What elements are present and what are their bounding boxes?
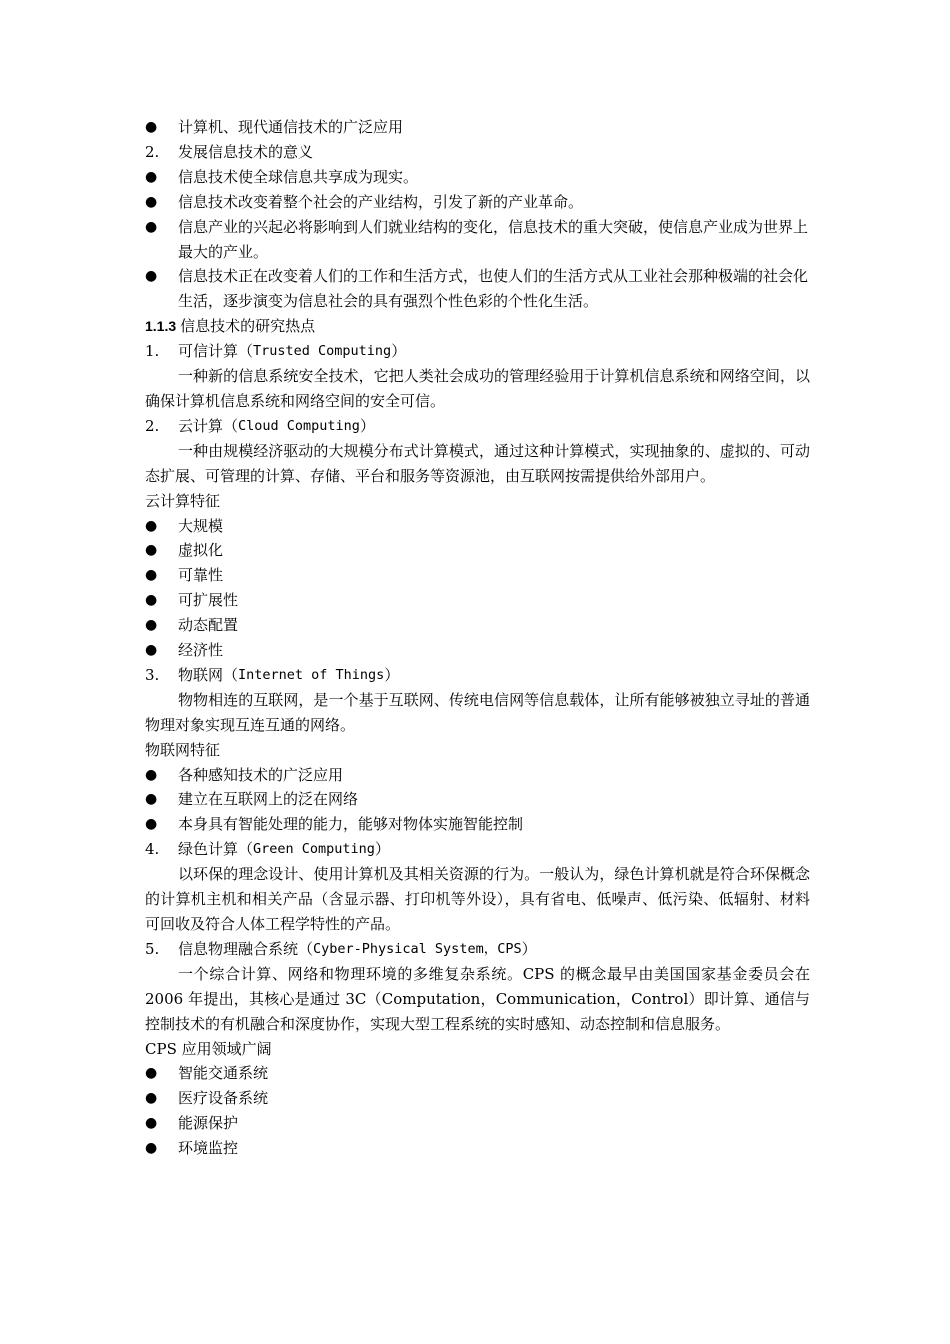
bullet-icon: ●	[145, 567, 158, 584]
list-item	[145, 563, 810, 588]
bullet-icon: ●	[145, 517, 158, 534]
feature-title: CPS 应用领域广阔	[145, 1039, 272, 1058]
bullet-icon: ●	[145, 1065, 158, 1082]
list-item	[145, 1111, 810, 1136]
list-item-text: 可靠性	[178, 566, 224, 585]
section-heading	[145, 314, 810, 339]
list-item-text: 动态配置	[178, 616, 239, 635]
topic-title: 可信计算（	[178, 342, 254, 361]
bullet-icon: ●	[145, 592, 158, 609]
list-item-text: 信息技术正在改变着人们的工作和生活方式，也使人们的生活方式从工业社会那种极端的社会化生活，逐步演变为信息社会的具有强烈个性色彩的个性化生活。	[178, 267, 809, 311]
bullet-icon: ●	[145, 119, 158, 135]
list-number: 5.	[145, 939, 160, 958]
list-item	[145, 613, 810, 638]
list-item	[145, 1086, 810, 1111]
bullet-icon: ●	[145, 1115, 158, 1132]
list-item	[145, 638, 810, 663]
list-item-text: 虚拟化	[178, 541, 224, 560]
topic-english-name: Cloud Computing	[238, 417, 360, 434]
list-number: 4.	[145, 840, 160, 859]
list-item	[145, 787, 810, 812]
topic-description: 一种新的信息系统安全技术，它把人类社会成功的管理经验用于计算机信息系统和网络空间，以确保计算机信息系统和网络空间的安全可信。	[145, 367, 810, 410]
list-item	[145, 115, 810, 140]
list-item	[145, 588, 810, 613]
list-item-text: 环境监控	[178, 1139, 239, 1158]
list-item	[145, 763, 810, 788]
bullet-icon: ●	[145, 542, 158, 559]
topic-heading	[145, 414, 810, 439]
list-item	[145, 190, 810, 215]
bullet-icon: ●	[145, 816, 158, 833]
bullet-icon: ●	[145, 193, 158, 210]
list-item-text: 智能交通系统	[178, 1064, 269, 1083]
topic-title: 信息物理融合系统（	[178, 939, 314, 958]
list-item	[145, 514, 810, 539]
topic-english-name: Green Computing	[253, 841, 375, 858]
list-item-text: 本身具有智能处理的能力，能够对物体实施智能控制	[178, 815, 524, 834]
bullet-icon: ●	[145, 642, 158, 659]
list-item-text: 能源保护	[178, 1114, 239, 1133]
topic-heading	[145, 663, 810, 688]
list-item	[145, 538, 810, 563]
feature-title: 物联网特征	[145, 740, 221, 759]
list-item-text: 各种感知技术的广泛应用	[178, 765, 344, 784]
list-item	[145, 1136, 810, 1161]
bullet-icon: ●	[145, 218, 158, 235]
list-item	[145, 165, 810, 190]
list-item	[145, 812, 810, 837]
topic-close: ）	[384, 665, 400, 684]
topic-heading	[145, 837, 810, 862]
topic-description: 物物相连的互联网，是一个基于互联网、传统电信网等信息载体，让所有能够被独立寻址的普通物理对象实现互连互通的网络。	[145, 690, 810, 734]
list-item	[145, 1061, 810, 1086]
bullet-icon: ●	[145, 617, 158, 634]
topic-close: ）	[391, 342, 407, 361]
topic-close: ）	[359, 416, 375, 435]
document-page	[145, 115, 810, 1161]
list-number: 2.	[145, 416, 160, 435]
list-item-text: 计算机、现代通信技术的广泛应用	[178, 118, 404, 136]
list-item-text: 医疗设备系统	[178, 1089, 269, 1108]
topic-english-name: Internet of Things	[238, 666, 385, 683]
list-number: 2.	[145, 142, 160, 161]
topic-description: 一种由规模经济驱动的大规模分布式计算模式，通过这种计算模式，实现抽象的、虚拟的、可动态扩展、可管理的计算、存储、平台和服务等资源池，由互联网按需提供给外部用户。	[145, 441, 810, 485]
topic-close: ）	[521, 939, 537, 958]
bullet-icon: ●	[145, 766, 158, 783]
list-number: 3.	[145, 665, 160, 684]
topic-description: 以环保的理念设计、使用计算机及其相关资源的行为。一般认为，绿色计算机就是符合环保概念的计算机主机和相关产品（含显示器、打印机等外设），具有省电、低噪声、低污染、低辐射、材料可回收及符合人体工程学特性的产品。	[145, 865, 810, 933]
bullet-icon: ●	[145, 1090, 158, 1107]
topic-close: ）	[374, 840, 390, 859]
list-item-text: 大规模	[178, 516, 224, 535]
list-item-text: 经济性	[178, 641, 224, 660]
bullet-icon: ●	[145, 1140, 158, 1157]
list-item-text: 信息技术使全球信息共享成为现实。	[178, 167, 419, 186]
numbered-heading	[145, 140, 810, 165]
list-item	[145, 264, 810, 314]
bullet-icon: ●	[145, 268, 158, 285]
section-title: 信息技术的研究热点	[180, 317, 316, 336]
topic-english-name: Cyber-Physical System，CPS	[313, 940, 522, 957]
topic-title: 云计算（	[178, 416, 239, 435]
topic-title: 绿色计算（	[178, 840, 254, 859]
section-number: 1.1.3	[145, 318, 177, 335]
heading-text: 发展信息技术的意义	[178, 142, 314, 161]
topic-title: 物联网（	[178, 665, 239, 684]
list-item	[145, 215, 810, 265]
topic-description: 一个综合计算、网络和物理环境的多维复杂系统。CPS 的概念最早由美国国家基金委员会在 2006 年提出，其核心是通过 3C（Computation，Communication，Control）即计算、通信与控制技术的有机融合和深度协作，实现大型工程系统的实时感知、动态控制和信息服务。	[145, 964, 810, 1033]
feature-title: 云计算特征	[145, 491, 221, 510]
topic-heading	[145, 937, 810, 962]
list-item-text: 建立在互联网上的泛在网络	[178, 790, 359, 809]
bullet-icon: ●	[145, 168, 158, 185]
list-item-text: 信息技术改变着整个社会的产业结构，引发了新的产业革命。	[178, 192, 584, 211]
topic-heading	[145, 339, 810, 364]
list-number: 1.	[145, 342, 160, 361]
topic-english-name: Trusted Computing	[253, 343, 392, 360]
bullet-icon: ●	[145, 791, 158, 808]
list-item-text: 信息产业的兴起必将影响到人们就业结构的变化，信息技术的重大突破，使信息产业成为世界上最大的产业。	[178, 217, 809, 261]
list-item-text: 可扩展性	[178, 591, 239, 610]
